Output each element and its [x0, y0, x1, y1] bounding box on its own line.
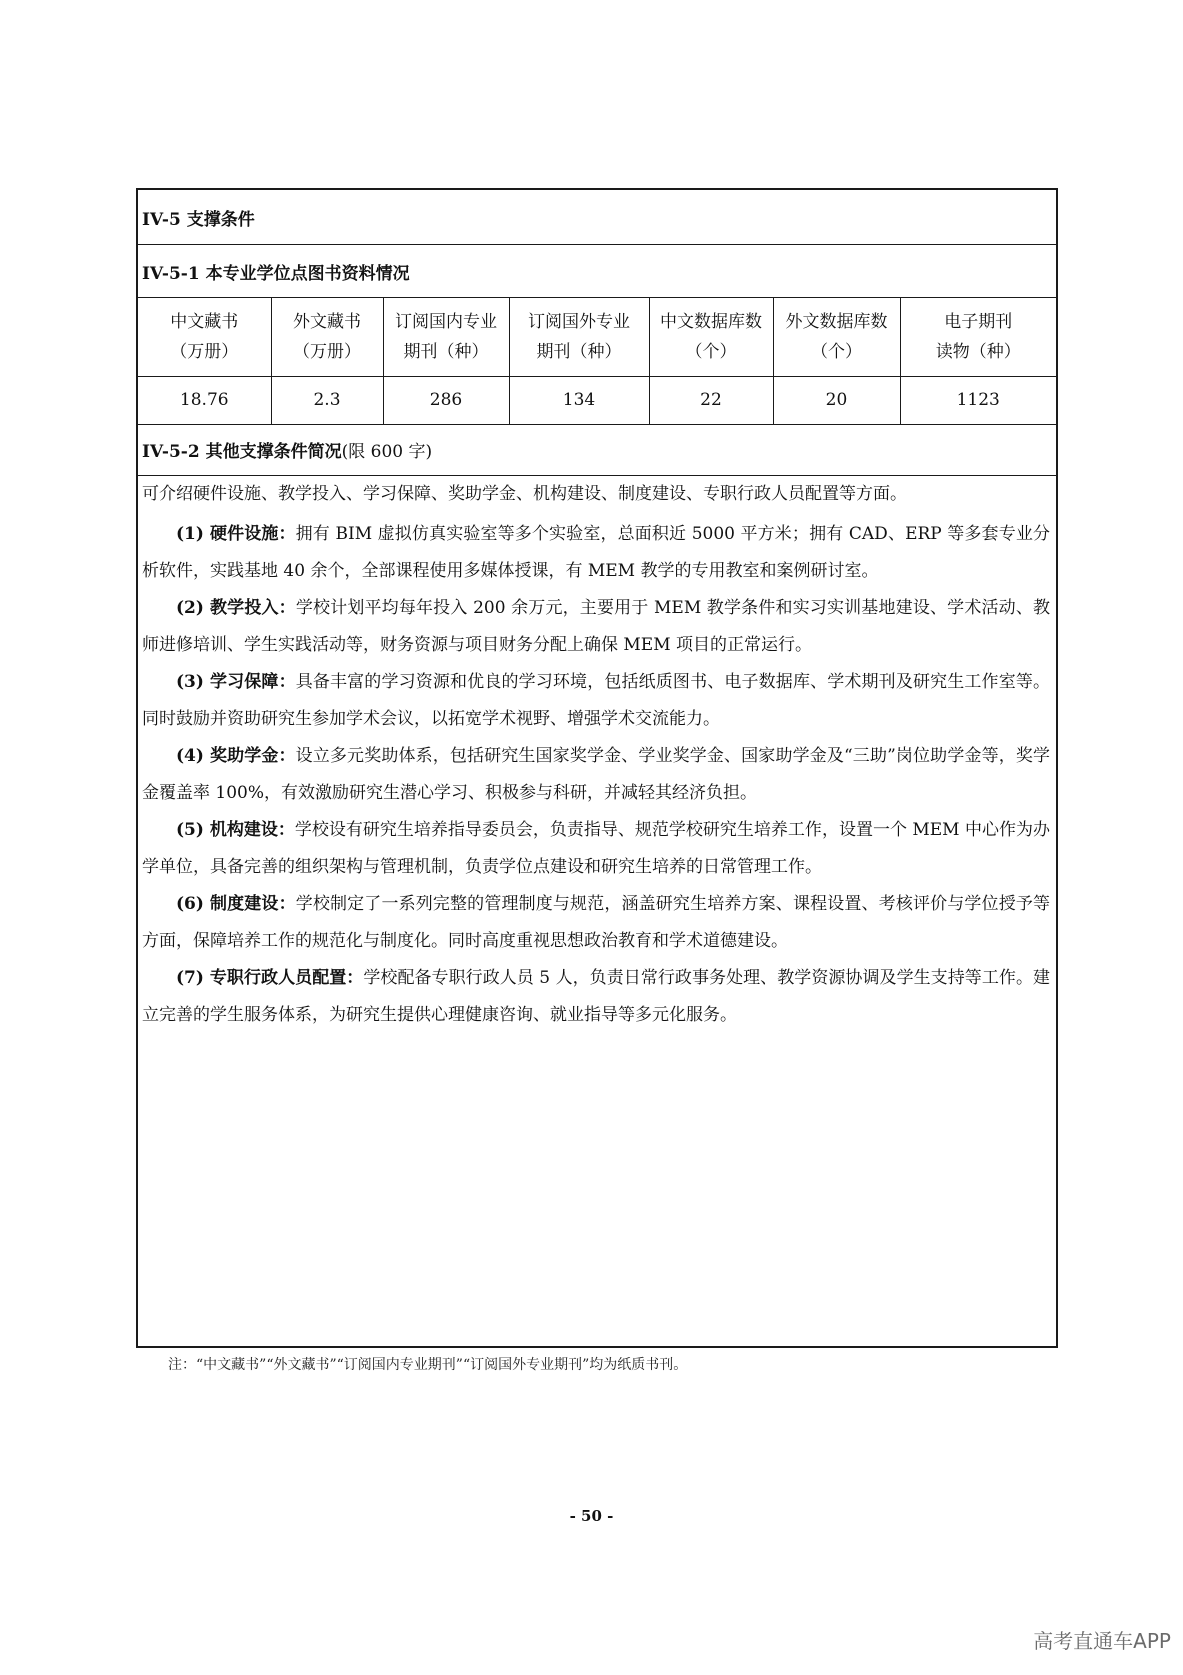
subsection-1-title-text: IV-5-1 本专业学位点图书资料情况 [142, 263, 410, 284]
paragraph [142, 664, 1050, 738]
header-cell: 电子期刊 读物（种） [900, 298, 1056, 376]
paragraph [142, 738, 1050, 812]
paragraph [142, 516, 1050, 590]
value-cell: 20 [773, 376, 900, 424]
paragraph-text: 学校设有研究生培养指导委员会，负责指导、规范学校研究生培养工作，设置一个 MEM 中心作为办学单位，具备完善的组织架构与管理机制，负责学位点建设和研究生培养的日常管理工作。 [142, 820, 1050, 877]
table-row [138, 376, 1056, 424]
paragraph-text: 具备丰富的学习资源和优良的学习环境，包括纸质图书、电子数据库、学术期刊及研究生工作室等。同时鼓励并资助研究生参加学术会议，以拓宽学术视野、增强学术交流能力。 [142, 672, 1050, 729]
paragraph-label: (4) 奖助学金： [176, 746, 296, 766]
paragraph-text: 学校制定了一系列完整的管理制度与规范，涵盖研究生培养方案、课程设置、考核评价与学位授予等方面，保障培养工作的规范化与制度化。同时高度重视思想政治教育和学术道德建设。 [142, 894, 1050, 951]
value-cell: 22 [649, 376, 773, 424]
paragraph-label: (2) 教学投入： [176, 598, 296, 618]
value-cell: 2.3 [271, 376, 383, 424]
paragraph-text: 学校计划平均每年投入 200 余万元，主要用于 MEM 教学条件和实习实训基地建设、学术活动、教师进修培训、学生实践活动等，财务资源与项目财务分配上确保 MEM 项目的正常运行。 [142, 598, 1050, 655]
subsection-2-title [138, 424, 1056, 476]
footnote: 注：“中文藏书”“外文藏书”“订阅国内专业期刊”“订阅国外专业期刊”均为纸质书刊。 [168, 1357, 688, 1373]
support-conditions-form [136, 188, 1058, 1348]
section-title-text: IV-5 支撑条件 [142, 209, 255, 230]
header-cell: 中文数据库数 （个） [649, 298, 773, 376]
library-resources-table [138, 298, 1056, 425]
header-cell: 中文藏书 （万册） [138, 298, 271, 376]
paragraph-label: (7) 专职行政人员配置： [176, 968, 364, 988]
other-conditions-body [142, 476, 1050, 1034]
watermark: 高考直通车APP [1033, 1629, 1171, 1653]
value-cell: 18.76 [138, 376, 271, 424]
intro-text: 可介绍硬件设施、教学投入、学习保障、奖助学金、机构建设、制度建设、专职行政人员配置等方面。 [142, 484, 907, 504]
paragraph-text: 设立多元奖助体系，包括研究生国家奖学金、学业奖学金、国家助学金及“三助”岗位助学金等，奖学金覆盖率 100%，有效激励研究生潜心学习、积极参与科研，并减轻其经济负担。 [142, 746, 1050, 803]
header-cell: 订阅国外专业 期刊（种） [509, 298, 649, 376]
value-cell: 1123 [900, 376, 1056, 424]
paragraph [142, 812, 1050, 886]
paragraph-text: 拥有 BIM 虚拟仿真实验室等多个实验室，总面积近 5000 平方米；拥有 CAD、ERP 等多套专业分析软件，实践基地 40 余个，全部课程使用多媒体授课，有 MEM 教学的专用教室和案例研讨室。 [142, 524, 1050, 581]
header-cell: 外文数据库数 （个） [773, 298, 900, 376]
paragraph [142, 960, 1050, 1034]
paragraph-label: (6) 制度建设： [176, 894, 296, 914]
paragraph [142, 590, 1050, 664]
paragraph-label: (5) 机构建设： [176, 820, 295, 840]
subsection-1-title [138, 245, 1056, 298]
word-limit: (限 600 字) [341, 442, 433, 462]
paragraph-text: 学校配备专职行政人员 5 人，负责日常行政事务处理、教学资源协调及学生支持等工作。建立完善的学生服务体系，为研究生提供心理健康咨询、就业指导等多元化服务。 [142, 968, 1050, 1025]
paragraph-label: (3) 学习保障： [176, 672, 296, 692]
subsection-2-title-text: IV-5-2 其他支撑条件简况 [142, 442, 342, 462]
paragraph-label: (1) 硬件设施： [176, 524, 296, 544]
paragraph [142, 886, 1050, 960]
header-cell: 订阅国内专业 期刊（种） [383, 298, 509, 376]
value-cell: 286 [383, 376, 509, 424]
value-cell: 134 [509, 376, 649, 424]
header-cell: 外文藏书 （万册） [271, 298, 383, 376]
table-header-row [138, 298, 1056, 376]
page-number: - 50 - [569, 1507, 614, 1525]
section-title [138, 190, 1056, 245]
